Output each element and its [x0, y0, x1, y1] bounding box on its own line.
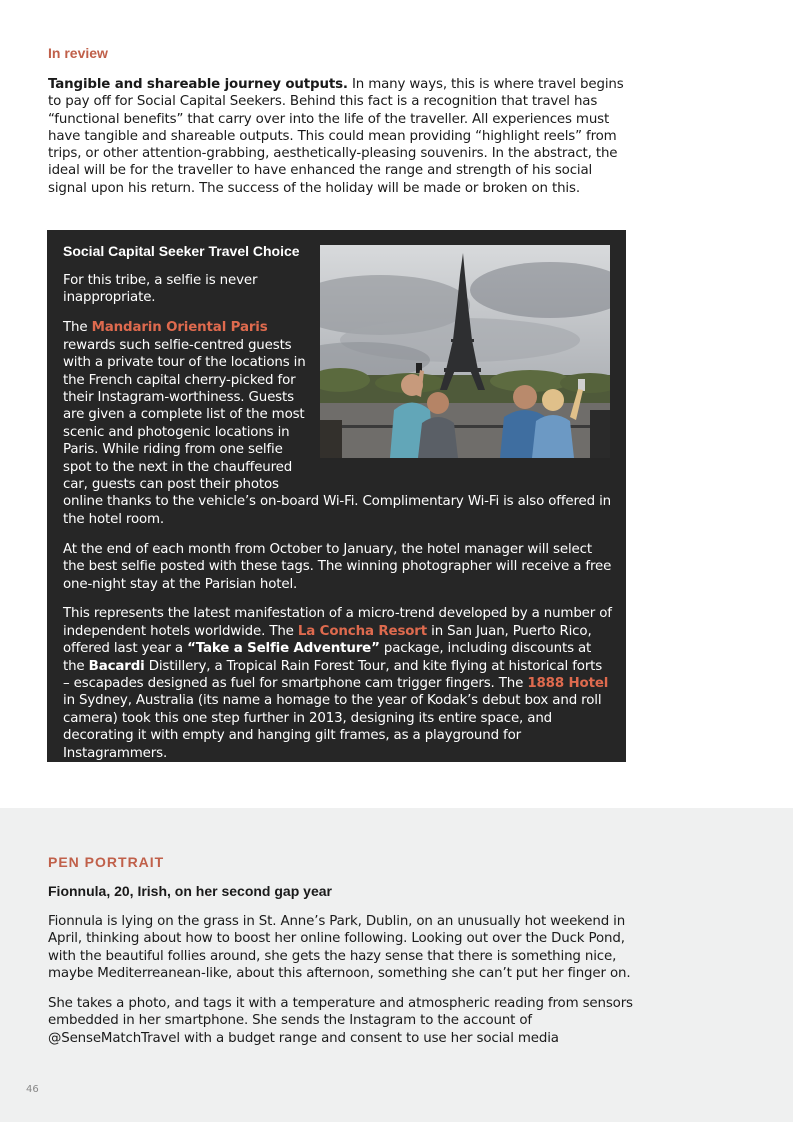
box-p4-d: Distillery, a Tropical Rain Forest Tour, and kite flying at historical forts – escapades designed as fuel for smartphone cam trigger fingers. The	[63, 658, 603, 692]
bacardi-name: Bacardi	[88, 658, 145, 674]
travel-choice-box	[47, 230, 626, 762]
box-p4-c: package, including discounts at the	[63, 641, 592, 674]
pen-portrait-paragraph-2: She takes a photo, and tags it with a temperature and atmospheric reading from sensors embedded in her smartphone. She sends the Instagram to the account of @SenseMatchTravel with a budget range and consent to use her social media	[48, 996, 633, 1046]
hotel-1888-link[interactable]: 1888 Hotel	[527, 676, 609, 692]
intro-paragraph	[48, 76, 633, 197]
intro-bold-lead: Tangible and shareable journey outputs.	[48, 77, 348, 92]
pen-portrait-heading: PEN PORTRAIT	[48, 854, 165, 870]
box-title: Social Capital Seeker Travel Choice	[63, 243, 300, 259]
section-heading: In review	[48, 45, 108, 61]
box-p4-e: in Sydney, Australia (its name a homage to the year of Kodak’s debut box and roll camera) took this one step further in 2013, designing its entire space, and decorating it with empty and hanging gilt frames, as a playground for Instagrammers.	[63, 693, 602, 761]
box-body	[63, 272, 612, 775]
photo-spacer	[322, 272, 612, 486]
box-p4-b: in San Juan, Puerto Rico, offered last year a	[63, 623, 592, 657]
la-concha-link[interactable]: La Concha Resort	[297, 623, 428, 639]
box-paragraph-3: At the end of each month from October to January, the hotel manager will select the best selfie posted with these tags. The winning photographer will receive a free one-night stay at the Parisian hotel.	[63, 541, 612, 592]
box-paragraph-4	[63, 605, 612, 762]
pen-portrait-paragraph-1: Fionnula is lying on the grass in St. Anne’s Park, Dublin, on an unusually hot weekend in April, thinking about how to boost her online following. Looking out over the Duck Pond, with the beautiful follies around, she gets the hazy sense that there is something nice, maybe Mediterreanean-like, about this afternoon, something she can’t put her finger on.	[48, 914, 631, 981]
box-p2-start: The	[63, 320, 92, 336]
box-p2-rest: rewards such selfie-centred guests with a private tour of the locations in the French capital cherry-picked for their Instagram-worthiness. Guests are given a complete list of the most scenic and photogenic locations in Paris. While riding from one selfie spot to the next in the chauffeured car, guests can post their photos online thanks to the vehicle’s on-board Wi-Fi. Complimentary Wi-Fi is also offered in the hotel room.	[63, 337, 611, 527]
pen-portrait-subheading: Fionnula, 20, Irish, on her second gap year	[48, 883, 332, 899]
box-paragraph-1: For this tribe, a selfie is never inappropriate.	[63, 273, 258, 306]
mandarin-oriental-link[interactable]: Mandarin Oriental Paris	[91, 320, 268, 336]
box-p4-start: This represents the latest manifestation of a micro-trend developed by a number of independent hotels worldwide. The	[63, 606, 612, 639]
page-number: 46	[26, 1084, 39, 1095]
pen-portrait-body	[48, 913, 638, 1060]
selfie-adventure-package: “Take a Selfie Adventure”	[187, 641, 380, 657]
intro-text: In many ways, this is where travel begins to pay off for Social Capital Seekers. Behind this fact is a recognition that travel has “functional benefits” that carry over into the life of the traveller. All experiences must have tangible and shareable outputs. This could mean providing “highlight reels” from trips, or other attention-grabbing, aesthetically-pleasing souvenirs. In the abstract, the ideal will be for the traveller to have enhanced the range and strength of his social signal upon his return. The success of the holiday will be made or broken on this.	[48, 77, 624, 196]
